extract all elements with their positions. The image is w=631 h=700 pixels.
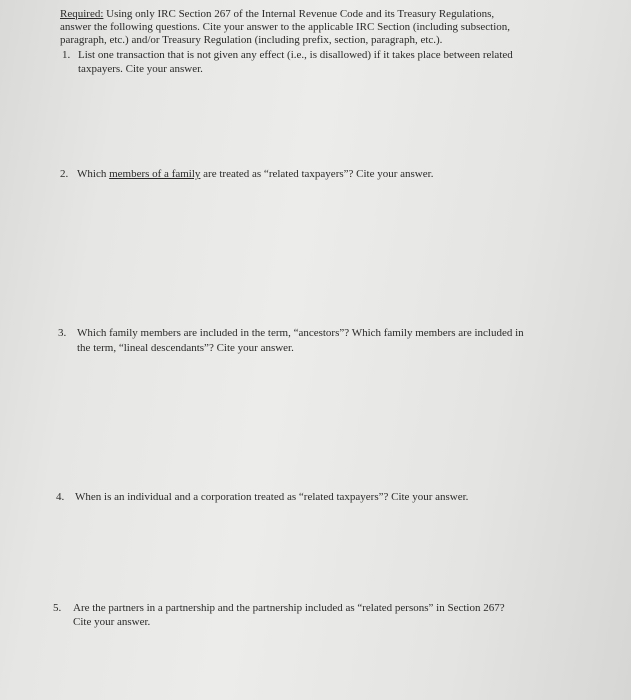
question-text-line-1: Are the partners in a partnership and the partnership included as “related persons” in Section 267? — [73, 602, 505, 614]
question-text-line-2: the term, “lineal descendants”? Cite your answer. — [77, 342, 294, 354]
instructions-paragraph — [60, 8, 540, 47]
members-of-family-underlined: members of a family — [109, 168, 201, 180]
question-text-line-2: Cite your answer. — [73, 616, 151, 628]
question-number: 2. — [60, 168, 69, 180]
question-number: 5. — [53, 602, 62, 614]
question-number: 3. — [58, 327, 67, 339]
question-text-line-1: When is an individual and a corporation treated as “related taxpayers”? Cite your answer. — [75, 491, 469, 503]
question-text-line-1: Which members of a family are treated as “related taxpayers”? Cite your answer. — [77, 168, 434, 180]
instructions-line-1: Required: Using only IRC Section 267 of the Internal Revenue Code and its Treasury Regulations, — [60, 8, 495, 20]
instructions-line-3: paragraph, etc.) and/or Treasury Regulation (including prefix, section, paragraph, etc.). — [60, 34, 443, 46]
required-label: Required: — [60, 8, 104, 20]
question-text-line-1: Which family members are included in the term, “ancestors”? Which family members are included in — [77, 327, 524, 339]
question-text-line-2: taxpayers. Cite your answer. — [78, 63, 203, 75]
question-text-line-1: List one transaction that is not given any effect (i.e., is disallowed) if it takes place between related — [78, 49, 513, 61]
question-number: 1. — [62, 49, 71, 61]
question-number: 4. — [56, 491, 65, 503]
instructions-line-2: answer the following questions. Cite your answer to the applicable IRC Section (including subsection, — [60, 21, 510, 33]
